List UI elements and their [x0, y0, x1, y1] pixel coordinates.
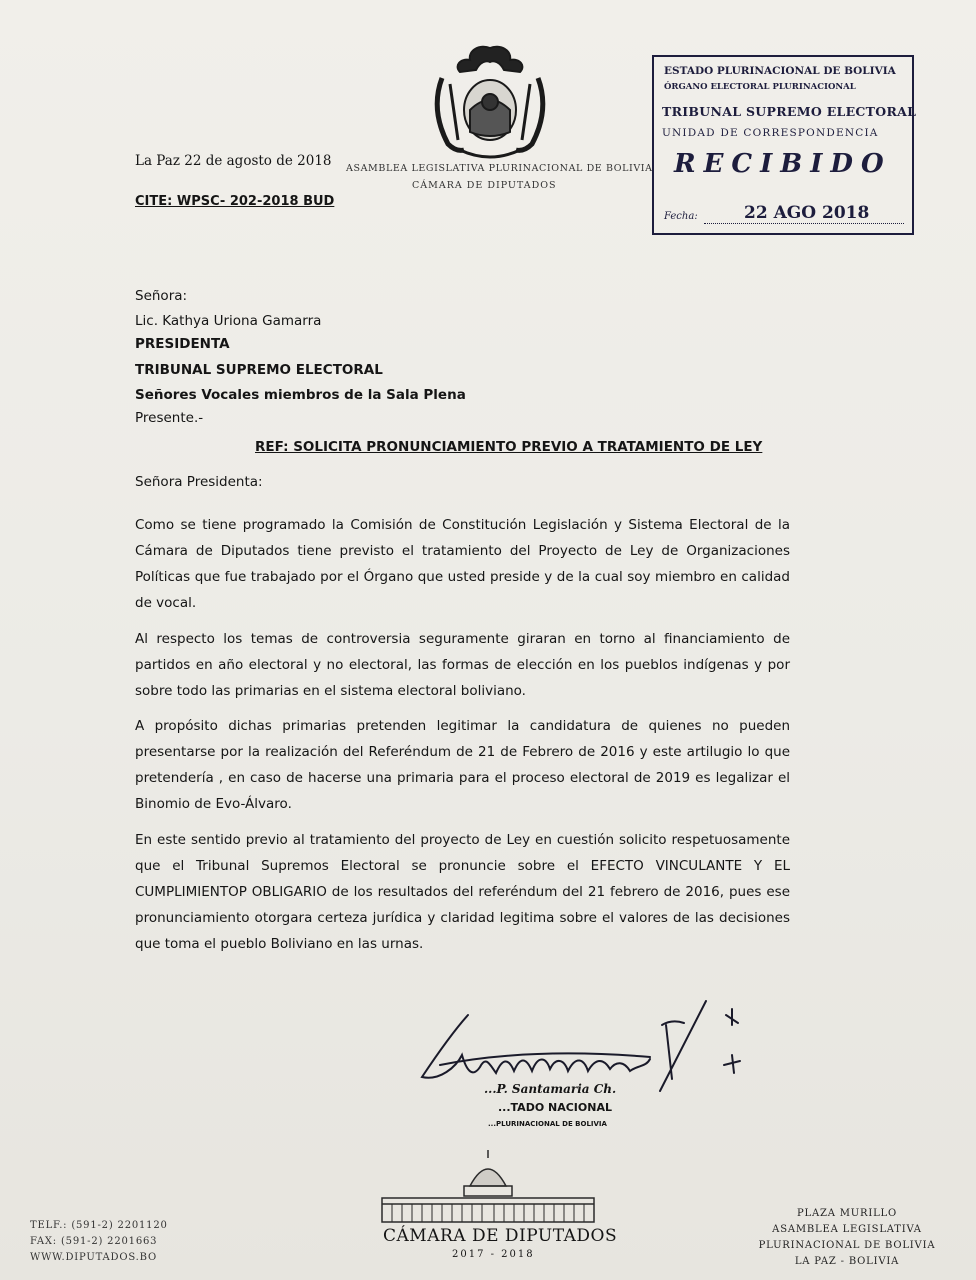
signer-org: ...PLURINACIONAL DE BOLIVIA	[488, 1120, 607, 1128]
signer-role: ...TADO NACIONAL	[498, 1101, 612, 1114]
letter-date: La Paz 22 de agosto de 2018	[135, 153, 332, 169]
footer-address-2: ASAMBLEA LEGISLATIVA	[772, 1224, 922, 1235]
chamber-building-icon	[378, 1148, 598, 1226]
chamber-name: CÁMARA DE DIPUTADOS	[412, 180, 557, 191]
footer-chamber-title: CÁMARA DE DIPUTADOS	[383, 1226, 618, 1246]
footer-website: WWW.DIPUTADOS.BO	[30, 1252, 157, 1263]
coat-of-arms-icon	[420, 40, 560, 160]
body-paragraph-2: Al respecto los temas de controversia seguramente giraran en torno al financiamiento de partidos en año electoral y no electoral, las formas de elección en los pueblos indígenas y por sobre todo las primarias en el sistema electoral boliviano.	[135, 631, 790, 699]
footer-address-1: PLAZA MURILLO	[797, 1208, 897, 1219]
assembly-name: ASAMBLEA LEGISLATIVA PLURINACIONAL DE BOLIVIA	[346, 163, 653, 174]
body-paragraph-4: En este sentido previo al tratamiento del proyecto de Ley en cuestión solicito respetuosamente que el Tribunal Supremos Electoral se pronuncie sobre el EFECTO VINCULANTE Y EL CUMPLIMIENTOP OBLIGARIO de los resultados del referéndum del 21 febrero de 2016, pues ese pronunciamiento otorgara certeza jurídica y claridad legitima sobre el valores de las decisiones que toma el pueblo Boliviano en las urnas.	[135, 832, 790, 952]
cite-reference: CITE: WPSC- 202-2018 BUD	[135, 194, 335, 209]
stamp-status: RECIBIDO	[674, 149, 892, 179]
addressee-vocales: Señores Vocales miembros de la Sala Plena	[135, 387, 466, 403]
stamp-line-tribunal: TRIBUNAL SUPREMO ELECTORAL	[662, 104, 917, 119]
body-paragraph-1: Como se tiene programado la Comisión de Constitución Legislación y Sistema Electoral de la Cámara de Diputados tiene previsto el tratamiento del Proyecto de Ley de Organizaciones Políticas que fue trabajado por el Órgano que usted preside y de la cual soy miembro en calidad de vocal.	[135, 517, 790, 611]
addressee-org: TRIBUNAL SUPREMO ELECTORAL	[135, 362, 383, 378]
footer-fax: FAX: (591-2) 2201663	[30, 1236, 158, 1247]
addressee-role: PRESIDENTA	[135, 336, 230, 352]
reference-line: REF: SOLICITA PRONUNCIAMIENTO PREVIO A TRATAMIENTO DE LEY	[255, 439, 763, 455]
addressee-greeting: Señora:	[135, 288, 188, 304]
footer-years: 2017 - 2018	[452, 1249, 535, 1260]
addressee-name: Lic. Kathya Uriona Gamarra	[135, 313, 322, 329]
footer-address-4: LA PAZ - BOLIVIA	[794, 1256, 900, 1267]
stamp-date-value: 22 AGO 2018	[744, 203, 870, 223]
footer-address-3: PLURINACIONAL DE BOLIVIA	[758, 1240, 936, 1251]
footer-phone: TELF.: (591-2) 2201120	[30, 1220, 168, 1231]
addressee-presente: Presente.-	[135, 410, 204, 426]
stamp-line-organ: ÓRGANO ELECTORAL PLURINACIONAL	[664, 82, 856, 92]
body-paragraph-3: A propósito dichas primarias pretenden legitimar la candidatura de quienes no pueden presentarse por la realización del Referéndum de 21 de Febrero de 2016 y este artilugio lo que pretendería , en caso de hacerse una primaria para el proceso electoral de 2019 es legalizar el Binomio de Evo-Álvaro.	[135, 718, 790, 812]
stamp-line-state: ESTADO PLURINACIONAL DE BOLIVIA	[664, 65, 896, 77]
signer-name: ...P. Santamaria Ch.	[484, 1082, 617, 1096]
stamp-line-unit: UNIDAD DE CORRESPONDENCIA	[662, 127, 879, 139]
received-stamp	[652, 55, 917, 235]
stamp-date-label: Fecha:	[664, 211, 698, 222]
handwritten-signature	[410, 995, 770, 1095]
stamp-date-line	[704, 223, 904, 224]
salutation: Señora Presidenta:	[135, 474, 263, 490]
